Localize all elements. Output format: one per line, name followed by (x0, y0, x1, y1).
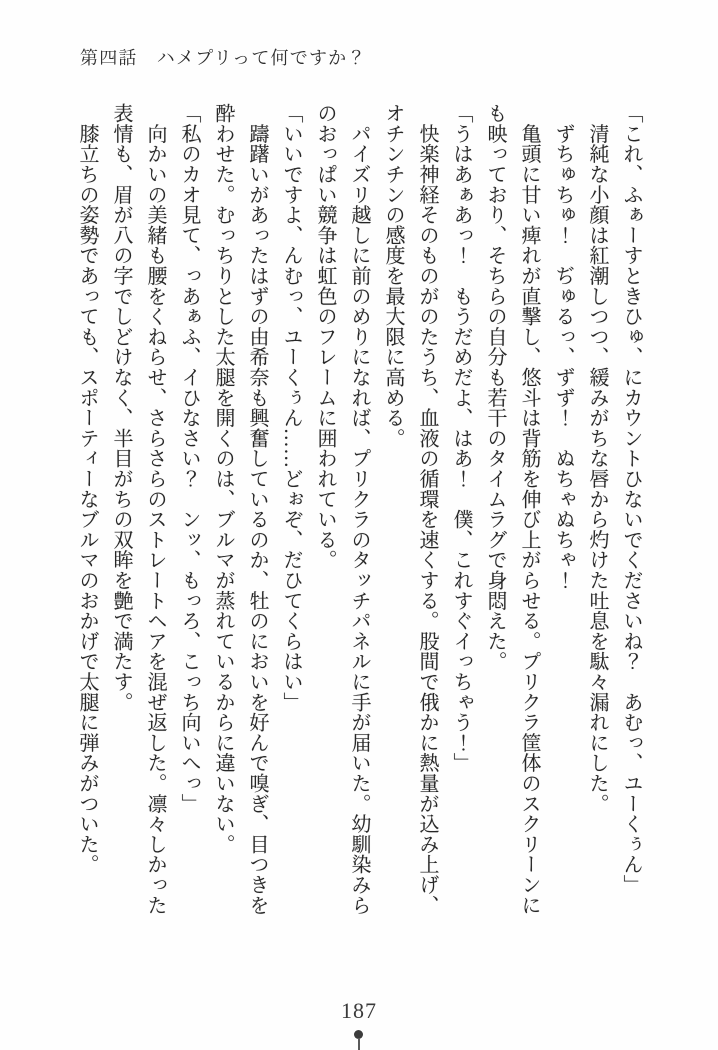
paragraph: パイズリ越しに前のめりになれば、プリクラのタッチパネルに手が届いた。幼馴染みらのおっぱい競争は虹色のフレームに囲われている。 (314, 103, 370, 915)
paragraph: 向かいの美緒も腰をくねらせ、さらさらのストレートヘアを混ぜ返した。凛々しかった表情も、眉が八の字でしどけなく、半目がちの双眸を艶で満たす。 (110, 103, 166, 915)
binding-mark-stem (358, 1038, 360, 1050)
paragraph: 亀頭に甘い痺れが直撃し、悠斗は背筋を伸び上がらせる。プリクラ筐体のスクリーンにも映っており、そちらの自分も若干のタイムラグで身悶えた。 (484, 103, 540, 915)
page-number: 187 (341, 998, 377, 1023)
paragraph: 躊躇いがあったはずの由希奈も興奮しているのか、牡のにおいを好んで嗅ぎ、目つきを酔わせた。むっちりとした太腿を開くのは、ブルマが蒸れているからに違いない。 (212, 103, 268, 915)
paragraph: 膝立ちの姿勢であっても、スポーティーなブルマのおかげで太腿に弾みがついた。 (76, 103, 98, 875)
binding-mark-icon (353, 1030, 365, 1050)
paragraph: 快楽神経そのものがのたうち、血液の循環を速くする。股間で俄かに熱量が込み上げ、オチンチンの感度を最大限に高める。 (382, 103, 438, 915)
paragraph: 「私のカオ見て、っあぁふ、イひなさい？ ンッ、もっろ、こっち向いへっ」 (178, 103, 200, 814)
paragraph: 「うはあぁあっ！ もうだめだよ、はあ！ 僕、これすぐイっちゃう！」 (450, 103, 472, 773)
paragraph: 「これ、ふぁーすときひゅ、にカウントひないでくださいね？ あむっ、ユーくぅん」 (620, 103, 642, 895)
paragraph: 「いいですよ、んむっ、ユーくぅん……どぉぞ、だひてくらはい」 (280, 103, 302, 712)
chapter-header: 第四話 ハメプリって何ですか？ (80, 48, 367, 68)
body-text (68, 103, 648, 923)
paragraph: 清純な小顔は紅潮しつつ、緩みがちな唇から灼けた吐息を駄々漏れにした。 (586, 103, 608, 814)
paragraph: ずちゅちゅ！ ぢゅるっ、ずず！ ぬちゃぬちゃ！ (552, 103, 574, 591)
